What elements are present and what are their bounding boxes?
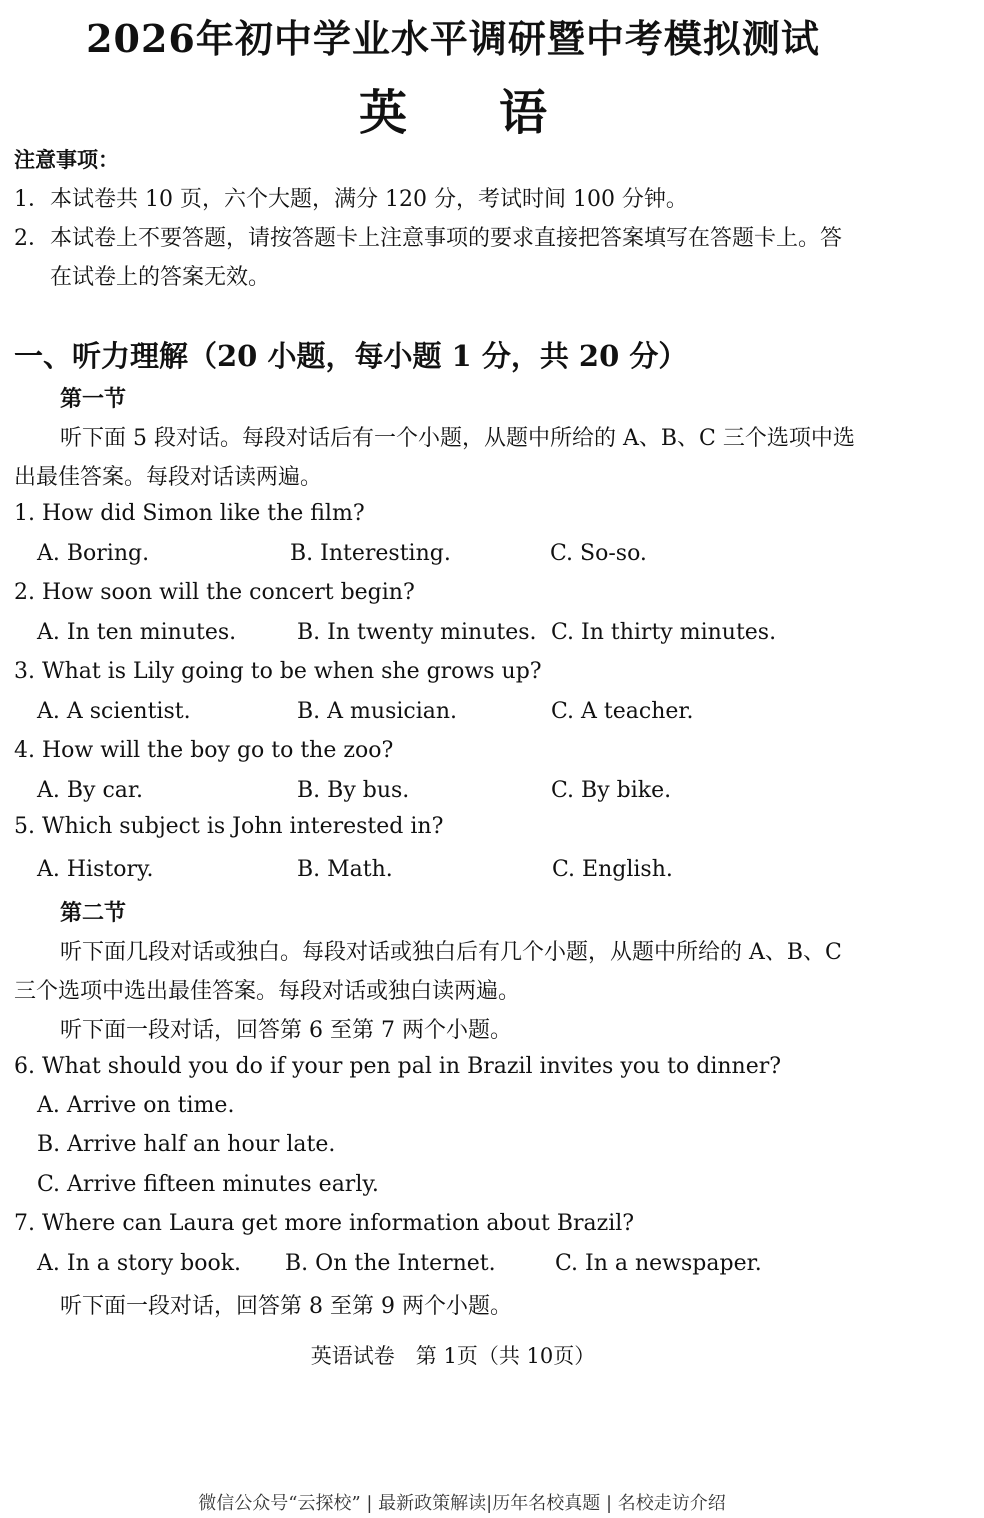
question-1: 1. How did Simon like the film?: [14, 501, 365, 526]
question-3-option-b: B. A musician.: [297, 699, 458, 724]
question-1-option-a: A. Boring.: [37, 541, 150, 566]
part-1-title: 第一节: [60, 386, 127, 412]
question-2: 2. How soon will the concert begin?: [14, 580, 415, 605]
question-3-option-c: C. A teacher.: [551, 699, 694, 724]
question-7-option-c: C. In a newspaper.: [555, 1251, 762, 1276]
notice-title: 注意事项：: [14, 147, 119, 172]
question-4-option-a: A. By car.: [37, 778, 143, 803]
watermark-footer: 微信公众号“云探校” | 最新政策解读|历年名校真题 | 名校走访介绍: [198, 1493, 726, 1514]
question-6: 6. What should you do if your pen pal in Brazil invites you to dinner?: [14, 1054, 782, 1079]
page-number-footer: 英语试卷 第 1页（共 10页）: [310, 1344, 596, 1368]
question-5: 5. Which subject is John interested in?: [14, 814, 444, 839]
notice-item-2-line-2: 在试卷上的答案无效。: [50, 265, 271, 290]
part-2-instruction-line-2: 三个选项中选出最佳答案。每段对话或独白读两遍。: [14, 979, 521, 1004]
question-1-option-b: B. Interesting.: [290, 541, 451, 566]
part-2-instruction-line-1: 听下面几段对话或独白。每段对话或独白后有几个小题，从题中所给的 A、B、C: [60, 940, 842, 965]
question-7-option-a: A. In a story book.: [37, 1251, 242, 1276]
question-5-option-c: C. English.: [552, 857, 673, 882]
question-6-option-a: A. Arrive on time.: [37, 1093, 235, 1118]
question-2-option-b: B. In twenty minutes.: [297, 620, 537, 645]
question-7: 7. Where can Laura get more information about Brazil?: [14, 1211, 635, 1236]
question-3-option-a: A. A scientist.: [37, 699, 191, 724]
question-4: 4. How will the boy go to the zoo?: [14, 738, 394, 763]
question-2-option-c: C. In thirty minutes.: [551, 620, 777, 645]
question-2-option-a: A. In ten minutes.: [37, 620, 237, 645]
dialog-instruction-6-7: 听下面一段对话，回答第 6 至第 7 两个小题。: [60, 1018, 512, 1043]
question-1-option-c: C. So-so.: [550, 541, 647, 566]
question-4-option-b: B. By bus.: [297, 778, 410, 803]
question-3: 3. What is Lily going to be when she grows up?: [14, 659, 542, 684]
notice-item-1: 1．本试卷共 10 页，六个大题，满分 120 分，考试时间 100 分钟。: [14, 187, 688, 212]
question-5-option-a: A. History.: [37, 857, 154, 882]
section-title-listening: 一、听力理解（20 小题，每小题 1 分，共 20 分）: [14, 339, 688, 373]
part-1-instruction-line-1: 听下面 5 段对话。每段对话后有一个小题，从题中所给的 A、B、C 三个选项中选: [60, 426, 855, 451]
part-2-title: 第二节: [60, 900, 127, 926]
subject-char-2: 语: [499, 85, 548, 141]
exam-title: 2026年初中学业水平调研暨中考模拟测试: [86, 16, 820, 61]
question-6-option-b: B. Arrive half an hour late.: [37, 1132, 336, 1157]
subject-char-1: 英: [358, 85, 407, 141]
subject-heading: [0, 74, 906, 143]
question-5-option-b: B. Math.: [297, 857, 393, 882]
question-7-option-b: B. On the Internet.: [285, 1251, 496, 1276]
notice-item-2-line-1: 2．本试卷上不要答题，请按答题卡上注意事项的要求直接把答案填写在答题卡上。答: [14, 226, 842, 251]
part-1-instruction-line-2: 出最佳答案。每段对话读两遍。: [14, 465, 323, 490]
question-6-option-c: C. Arrive fifteen minutes early.: [37, 1172, 379, 1197]
dialog-instruction-8-9: 听下面一段对话，回答第 8 至第 9 两个小题。: [60, 1294, 512, 1319]
question-4-option-c: C. By bike.: [551, 778, 672, 803]
